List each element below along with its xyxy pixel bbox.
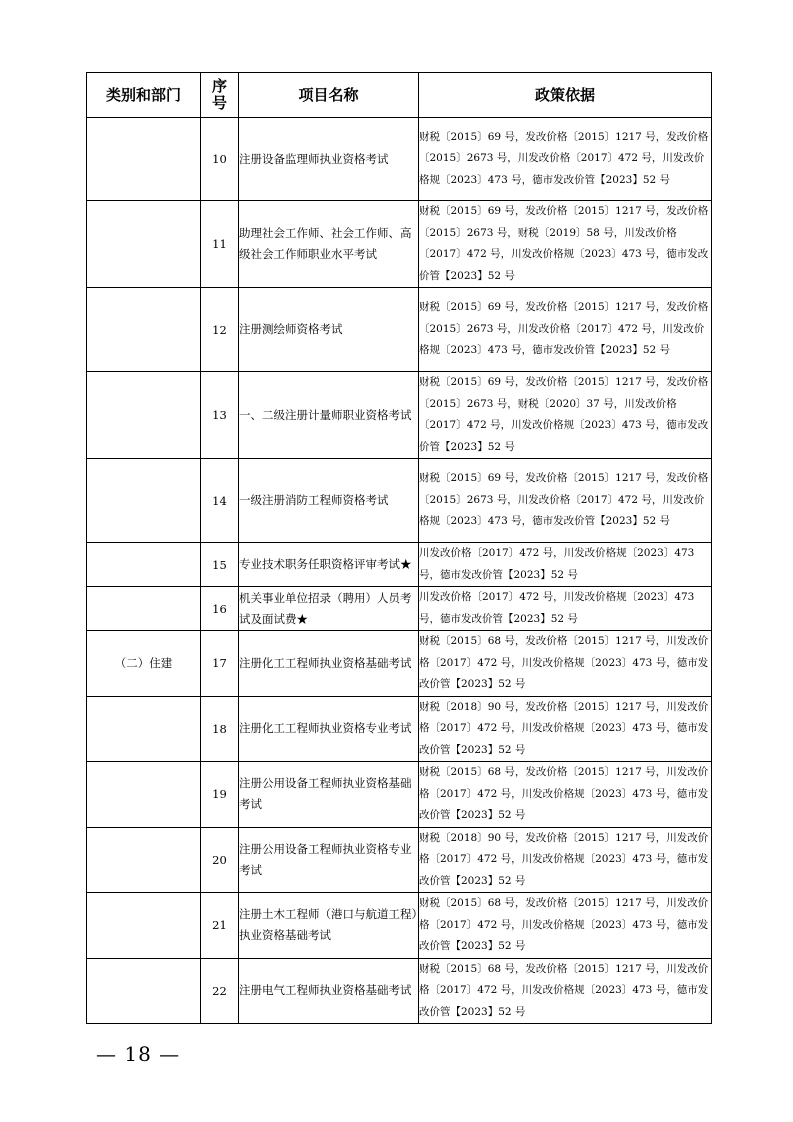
row-name: 机关事业单位招录（聘用）人员考试及面试费★ [239,587,419,631]
row-seq: 19 [201,762,239,828]
row-name: 一级注册消防工程师资格考试 [239,459,419,543]
row-category: （二）住建 [87,631,201,697]
row-name: 助理社会工作师、社会工作师、高级社会工作师职业水平考试 [239,201,419,288]
row-basis: 川发改价格〔2017〕472 号，川发改价格规〔2023〕473 号，德市发改价管【2023】52 号 [419,543,712,587]
table-row [87,201,712,288]
row-seq: 15 [201,543,239,587]
table-row [87,762,712,828]
row-seq: 11 [201,201,239,288]
row-category [87,762,201,828]
row-seq: 22 [201,958,239,1024]
row-category [87,543,201,587]
row-basis: 财税〔2015〕68 号，发改价格〔2015〕1217 号，川发改价格〔2017〕472 号，川发改价格规〔2023〕473 号，德市发改价管【2023】52 号 [419,631,712,697]
row-category [87,587,201,631]
row-category [87,372,201,459]
header-name: 项目名称 [239,73,419,118]
table-row [87,631,712,697]
row-basis: 财税〔2015〕69 号，发改价格〔2015〕1217 号，发改价格〔2015〕2673 号，财税〔2020〕37 号，川发改价格〔2017〕472 号，川发改价格规〔2023〕473 号，德市发改价管【2023】52 号 [419,372,712,459]
row-basis: 财税〔2015〕69 号，发改价格〔2015〕1217 号，发改价格〔2015〕2673 号，财税〔2019〕58 号，川发改价格〔2017〕472 号，川发改价格规〔2023〕473 号，德市发改价管【2023】52 号 [419,201,712,288]
table-header-row [87,73,712,118]
row-name: 一、二级注册计量师职业资格考试 [239,372,419,459]
row-name: 专业技术职务任职资格评审考试★ [239,543,419,587]
row-name: 注册公用设备工程师执业资格专业考试 [239,827,419,893]
row-seq: 18 [201,696,239,762]
row-basis: 财税〔2018〕90 号，发改价格〔2015〕1217 号，川发改价格〔2017〕472 号，川发改价格规〔2023〕473 号，德市发改价管【2023】52 号 [419,827,712,893]
header-basis: 政策依据 [419,73,712,118]
row-seq: 14 [201,459,239,543]
table-row [87,827,712,893]
row-basis: 财税〔2015〕69 号，发改价格〔2015〕1217 号，发改价格〔2015〕2673 号，川发改价格〔2017〕472 号，川发改价格规〔2023〕473 号，德市发改价管【2023】52 号 [419,288,712,372]
row-name: 注册化工工程师执业资格专业考试 [239,696,419,762]
row-name: 注册设备监理师执业资格考试 [239,118,419,201]
header-seq [201,73,239,118]
table-row [87,543,712,587]
row-seq: 21 [201,893,239,959]
row-name: 注册测绘师资格考试 [239,288,419,372]
row-category [87,459,201,543]
row-category [87,201,201,288]
table-row [87,893,712,959]
row-seq: 20 [201,827,239,893]
table-row [87,459,712,543]
row-name: 注册公用设备工程师执业资格基础考试 [239,762,419,828]
row-basis: 财税〔2015〕68 号，发改价格〔2015〕1217 号，川发改价格〔2017〕472 号，川发改价格规〔2023〕473 号，德市发改价管【2023】52 号 [419,762,712,828]
policy-table [86,72,712,1024]
row-basis: 财税〔2015〕68 号，发改价格〔2015〕1217 号，川发改价格〔2017〕472 号，川发改价格规〔2023〕473 号，德市发改价管【2023】52 号 [419,893,712,959]
row-seq: 12 [201,288,239,372]
row-basis: 财税〔2015〕69 号，发改价格〔2015〕1217 号，发改价格〔2015〕2673 号，川发改价格〔2017〕472 号，川发改价格规〔2023〕473 号，德市发改价管【2023】52 号 [419,459,712,543]
page-number: — 18 — [96,1042,181,1066]
row-category [87,893,201,959]
row-name: 注册土木工程师（港口与航道工程）执业资格基础考试 [239,893,419,959]
table-row [87,372,712,459]
row-category [87,958,201,1024]
row-basis: 财税〔2018〕90 号，发改价格〔2015〕1217 号，川发改价格〔2017〕472 号，川发改价格规〔2023〕473 号，德市发改价管【2023】52 号 [419,696,712,762]
row-basis: 财税〔2015〕68 号，发改价格〔2015〕1217 号，川发改价格〔2017〕472 号，川发改价格规〔2023〕473 号，德市发改价管【2023】52 号 [419,958,712,1024]
row-name: 注册化工工程师执业资格基础考试 [239,631,419,697]
row-basis: 川发改价格〔2017〕472 号，川发改价格规〔2023〕473 号，德市发改价管【2023】52 号 [419,587,712,631]
row-seq: 13 [201,372,239,459]
table-row [87,587,712,631]
header-seq-label: 序号 [211,77,227,112]
row-name: 注册电气工程师执业资格基础考试 [239,958,419,1024]
row-seq: 16 [201,587,239,631]
row-category [87,118,201,201]
row-seq: 10 [201,118,239,201]
row-seq: 17 [201,631,239,697]
header-category: 类别和部门 [87,73,201,118]
table-row [87,118,712,201]
row-basis: 财税〔2015〕69 号，发改价格〔2015〕1217 号，发改价格〔2015〕2673 号，川发改价格〔2017〕472 号，川发改价格规〔2023〕473 号，德市发改价管【2023】52 号 [419,118,712,201]
row-category [87,827,201,893]
table-row [87,958,712,1024]
row-category [87,696,201,762]
table-row [87,696,712,762]
row-category [87,288,201,372]
table-row [87,288,712,372]
